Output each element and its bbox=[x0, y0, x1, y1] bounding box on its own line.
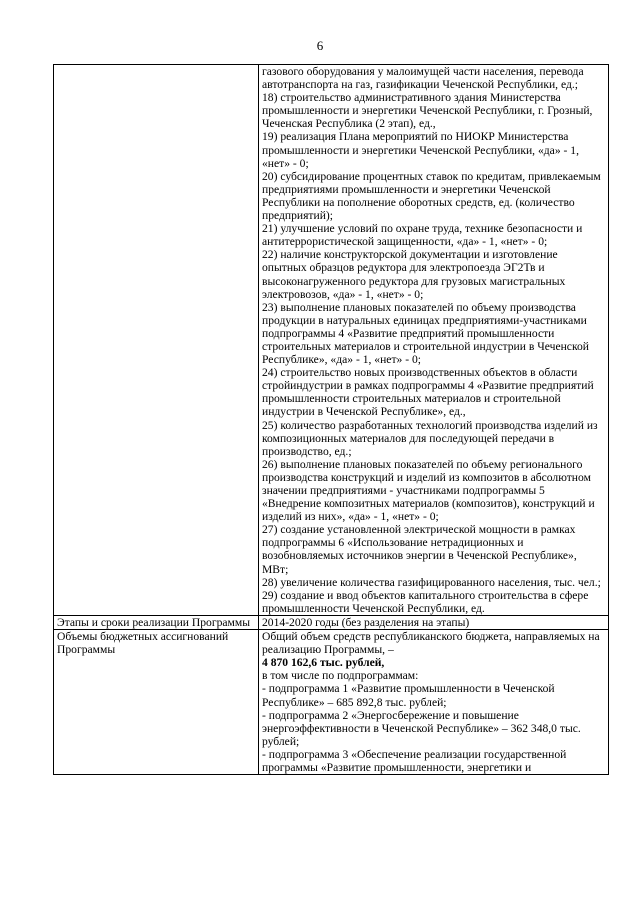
list-item: - подпрограмма 1 «Развитие промышленности в Чеченской Республике» – 685 892,8 тыс. рублей; bbox=[262, 682, 555, 709]
table-row bbox=[54, 630, 609, 775]
list-item: 27) создание установленной электрической мощности в рамках подпрограммы 6 «Использование нетрадиционных и возобновляемых источников энергии в Чеченской Республике», МВт; bbox=[262, 523, 577, 576]
list-item: в том числе по подпрограммам: bbox=[262, 669, 419, 683]
program-passport-table bbox=[53, 64, 609, 775]
list-item: 20) субсидирование процентных ставок по кредитам, привлекаемым предприятиями промышленности и энергетики Чеченской Республики на пополнение оборотных средств, ед. (количество предприятий); bbox=[262, 169, 601, 223]
row-label bbox=[54, 65, 259, 616]
row-label: Объемы бюджетных ассигнований Программы bbox=[54, 630, 259, 775]
list-item: 21) улучшение условий по охране труда, технике безопасности и антитеррористической защищенности, «да» - 1, «нет» - 0; bbox=[262, 222, 583, 249]
funding-total: 4 870 162,6 тыс. рублей, bbox=[262, 656, 385, 670]
list-item: 22) наличие конструкторской документации и изготовление опытных образцов редуктора для электропоезда ЭГ2Тв и высоконагруженного редуктора для грузовых магистральных электровозов, «да» - 1, «нет» - 0; bbox=[262, 248, 566, 301]
list-item: 23) выполнение плановых показателей по объему производства продукции в натуральных единицах предприятиями-участниками подпрограммы 4 «Развитие предприятий промышленности строительных материалов и строительной индустрии в Чеченской Республике», «да» - 1, «нет» - 0; bbox=[262, 300, 589, 367]
list-item: 29) создание и ввод объектов капитального строительства в сфере промышленности Чеченской Республики, ед. bbox=[262, 588, 589, 615]
list-item: газового оборудования у малоимущей части населения, перевода автотранспорта на газ, газификации Чеченской Республики, ед.; bbox=[262, 65, 584, 92]
list-item: 24) строительство новых производственных объектов в области стройиндустрии в рамках подпрограммы 4 «Развитие предприятий промышленности строительных материалов и строительной индустрии в Чеченской Республике», ед., bbox=[262, 366, 594, 419]
row-content bbox=[259, 65, 609, 616]
funding-intro: Общий объем средств республиканского бюджета, направляемых на реализацию Программы, – bbox=[262, 630, 600, 657]
list-item: - подпрограмма 3 «Обеспечение реализации государственной программы «Развитие промышленности, энергетики и bbox=[262, 747, 567, 774]
page-number: 6 bbox=[316, 38, 324, 53]
list-item: 19) реализация Плана мероприятий по НИОКР Министерства промышленности и энергетики Чеченской Республики, «да» - 1, «нет» - 0; bbox=[262, 130, 579, 170]
list-item: 26) выполнение плановых показателей по объему регионального производства конструкций и изделий из композитов в абсолютном значении предприятиями - участниками подпрограммы 5 «Внедрение композитных материалов (композитов), конструкций и изделий из них», «да» - 1, «нет» - 0; bbox=[262, 457, 595, 524]
list-item: 18) строительство административного здания Министерства промышленности и энергетики Чеченской Республики, г. Грозный, Чеченская Республика (2 этап), ед., bbox=[262, 91, 593, 131]
list-item: 28) увеличение количества газифицированного населения, тыс. чел.; bbox=[262, 575, 601, 589]
list-item: 25) количество разработанных технологий производства изделий из композиционных материалов для последующей передачи в производство, ед.; bbox=[262, 418, 598, 458]
list-item: - подпрограмма 2 «Энергосбережение и повышение энергоэффективности в Чеченской Республике» – 362 348,0 тыс. рублей; bbox=[262, 708, 581, 748]
table-row bbox=[54, 615, 609, 629]
row-content bbox=[259, 615, 609, 629]
row-content bbox=[259, 630, 609, 775]
stages-text: 2014-2020 годы (без разделения на этапы) bbox=[262, 615, 470, 629]
table-row bbox=[54, 65, 609, 616]
row-label: Этапы и сроки реализации Программы bbox=[54, 615, 259, 629]
